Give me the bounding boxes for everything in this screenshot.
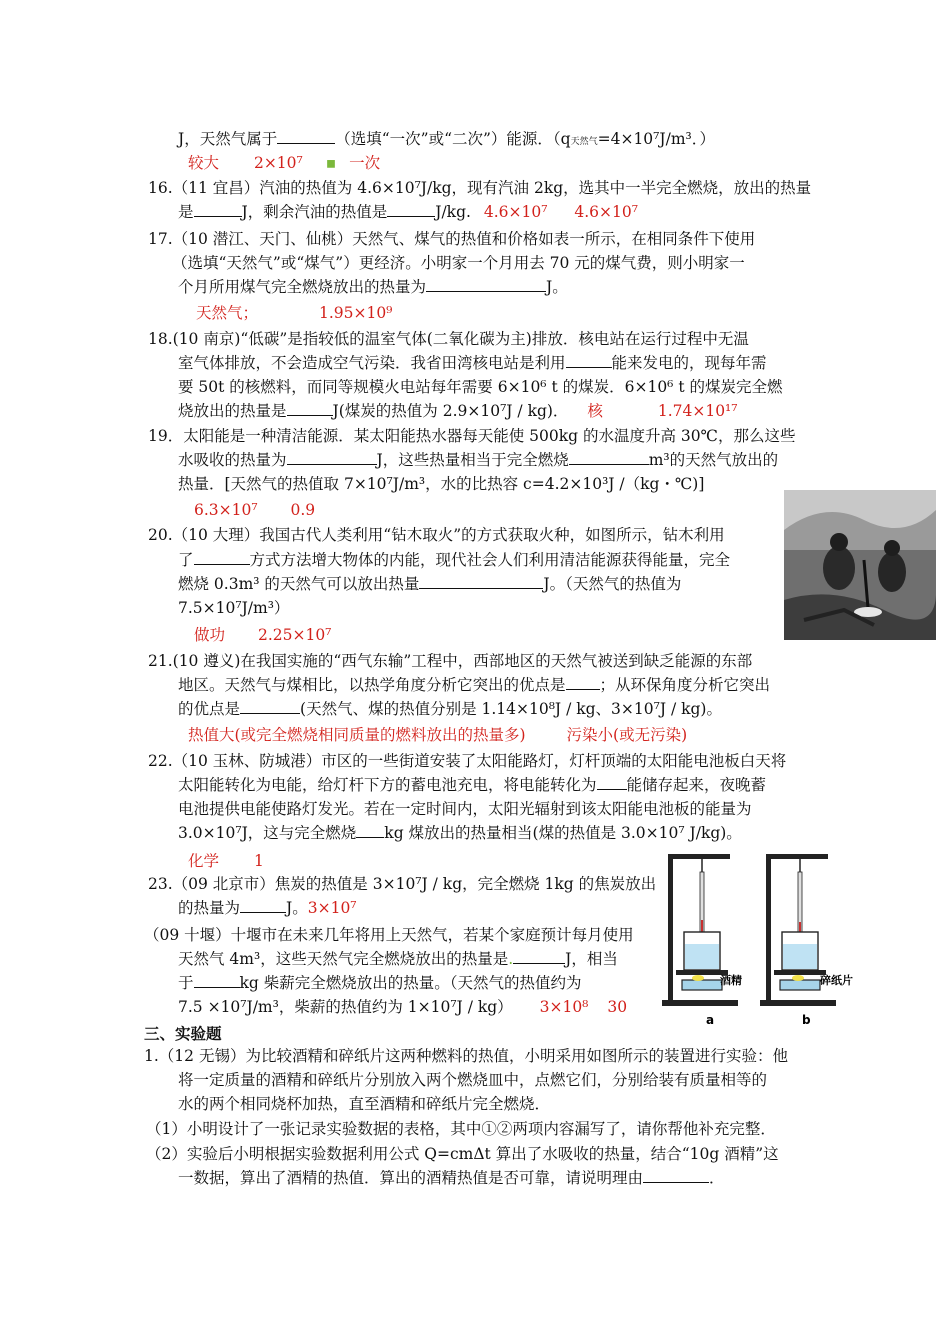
text: m³的天然气放出的 bbox=[648, 451, 779, 469]
text: （09 十堰）十堰市在未来几年将用上天然气，若某个家庭预计每月使用 bbox=[144, 926, 634, 944]
blank bbox=[287, 400, 333, 416]
text-line bbox=[178, 897, 357, 919]
blank bbox=[569, 449, 649, 465]
question-16 bbox=[148, 177, 811, 199]
answer: 一次 bbox=[349, 154, 381, 172]
text: 7.5×10⁷J/m³） bbox=[178, 599, 290, 617]
text: 能储存起来，夜晚蓄 bbox=[626, 776, 767, 794]
text: （2）实验后小明根据实验数据利用公式 Q=cmΔt 算出了水吸收的热量，结合“10g 酒精”这 bbox=[146, 1145, 779, 1163]
answer: 2.25×10⁷ bbox=[257, 626, 332, 644]
text: kg 煤放出的热量相当(煤的热值是 3.0×10⁷ J/kg)。 bbox=[384, 824, 742, 842]
text-line bbox=[146, 1143, 779, 1165]
text: 18.(10 南京)“低碳”是指较低的温室气体(二氧化碳为主)排放．核电站在运行过程中无温 bbox=[148, 330, 749, 348]
text-line bbox=[178, 473, 704, 495]
text: J。（天然气的热值为 bbox=[543, 575, 682, 593]
experiment-1 bbox=[144, 1045, 788, 1067]
answer-line bbox=[188, 724, 687, 746]
text: J(煤炭的热值为 2.9×10⁷J / kg)． bbox=[332, 402, 569, 420]
text-line bbox=[178, 597, 289, 619]
text: 1.（12 无锡）为比较酒精和碎纸片这两种燃料的热值，小明采用如图所示的装置进行实验：他 bbox=[144, 1047, 788, 1065]
text: 将一定质量的酒精和碎纸片分别放入两个燃烧皿中，点燃它们，分别给装有质量相等的 bbox=[178, 1071, 768, 1089]
answer: 1.95×10⁹ bbox=[318, 304, 393, 322]
blank bbox=[194, 201, 242, 217]
answer-line bbox=[188, 850, 264, 872]
text-line bbox=[178, 1069, 767, 1091]
text-line bbox=[178, 996, 627, 1018]
text: J。 bbox=[546, 278, 568, 296]
question-22 bbox=[148, 750, 786, 772]
answer-line bbox=[196, 302, 392, 324]
label-alcohol: 酒精 bbox=[720, 974, 742, 987]
blank bbox=[566, 674, 600, 690]
answer: 污染小(或无污染) bbox=[566, 726, 688, 744]
answer: 3×10⁷ bbox=[307, 899, 357, 917]
answer-line bbox=[188, 152, 380, 174]
text-line bbox=[178, 449, 778, 471]
text: 燃烧 0.3m³ 的天然气可以放出热量 bbox=[178, 575, 420, 593]
text: J，剩余汽油的热值是 bbox=[241, 203, 388, 221]
text-line bbox=[178, 352, 767, 374]
dot-icon: . bbox=[508, 950, 514, 968]
text: 22.（10 玉林、防城港）市区的一些街道安装了太阳能路灯，灯杆顶端的太阳能电池板白天将 bbox=[148, 752, 787, 770]
text: J。 bbox=[286, 899, 308, 917]
answer: 30 bbox=[607, 998, 628, 1016]
text: 个月所用煤气完全燃烧放出的热量为 bbox=[178, 278, 427, 296]
text: 19．太阳能是一种清洁能源．某太阳能热水器每天能使 500kg 的水温度升高 30℃，那么这些 bbox=[148, 427, 796, 445]
text-line bbox=[178, 1167, 725, 1189]
question-24 bbox=[144, 924, 634, 946]
answer: 0.9 bbox=[290, 501, 316, 519]
text-line bbox=[146, 1118, 776, 1140]
answer: 较大 bbox=[188, 154, 220, 172]
answer: 2×10⁷ bbox=[253, 154, 303, 172]
text: 太阳能转化为电能，给灯杆下方的蓄电池充电，将电能转化为 bbox=[178, 776, 597, 794]
text: 能来发电的，现每年需 bbox=[611, 354, 767, 372]
question-17 bbox=[148, 228, 755, 250]
text-line bbox=[178, 128, 715, 153]
text-line bbox=[178, 698, 722, 720]
text: 是 bbox=[178, 203, 194, 221]
text: J，天然气属于 bbox=[178, 130, 278, 148]
text-line bbox=[178, 822, 742, 844]
answer-line bbox=[194, 624, 331, 646]
text-line bbox=[178, 798, 752, 820]
answer: 化学 bbox=[188, 852, 220, 870]
blank bbox=[356, 822, 384, 838]
label-a: a bbox=[706, 1013, 715, 1027]
text: （选填“一次”或“二次”）能源．（q bbox=[335, 130, 571, 148]
text-line bbox=[172, 252, 745, 274]
subscript: 天然气 bbox=[570, 137, 598, 147]
text: 的热量为 bbox=[178, 899, 241, 917]
text: J，这些热量相当于完全燃烧 bbox=[376, 451, 569, 469]
answer: 1.74×10¹⁷ bbox=[657, 402, 738, 420]
text-line bbox=[178, 549, 730, 571]
text: 16.（11 宜昌）汽油的热值为 4.6×10⁷J/kg，现有汽油 2kg，选其中一半完全燃烧，放出的热量 bbox=[148, 179, 812, 197]
text: 20.（10 大理）我国古代人类利用“钻木取火”的方式获取火种，如图所示，钻木利用 bbox=[148, 526, 725, 544]
text: ；从环保角度分析它突出 bbox=[599, 676, 771, 694]
text: 水的两个相同烧杯加热，直至酒精和碎纸片完全燃烧． bbox=[178, 1095, 551, 1113]
text: 一数据，算出了酒精的热值．算出的酒精热值是否可靠，请说明理由 bbox=[178, 1169, 644, 1187]
text: 天然气 4m³，这些天然气完全燃烧放出的热量是 bbox=[178, 950, 509, 968]
text: ． bbox=[709, 1169, 725, 1187]
blank bbox=[194, 972, 240, 988]
answer: 3×10⁸ bbox=[539, 998, 589, 1016]
text: 23.（09 北京市）焦炭的热值是 3×10⁷J / kg，完全燃烧 1kg 的焦炭放出 bbox=[148, 875, 657, 893]
answer: 6.3×10⁷ bbox=[194, 501, 258, 519]
text-line bbox=[178, 774, 766, 796]
blank bbox=[287, 449, 377, 465]
text: 室气体排放，不会造成空气污染．我省田湾核电站是利用 bbox=[178, 354, 566, 372]
text-line bbox=[178, 400, 737, 422]
answer: 热值大(或完全燃烧相同质量的燃料放出的热量多) bbox=[188, 726, 526, 744]
blank bbox=[240, 698, 300, 714]
answer: 4.6×10⁷ bbox=[483, 203, 548, 221]
blank bbox=[194, 549, 250, 565]
label-paper: 碎纸片 bbox=[820, 974, 853, 987]
blank bbox=[419, 573, 543, 589]
question-21 bbox=[148, 650, 752, 672]
text: =4×10⁷J/m³．） bbox=[597, 130, 715, 148]
blank bbox=[240, 897, 286, 913]
text: (天然气、煤的热值分别是 1.14×10⁸J / kg、3×10⁷J / kg)。 bbox=[300, 700, 722, 718]
text: 的优点是 bbox=[178, 700, 241, 718]
answer: 核 bbox=[587, 402, 603, 420]
text-line bbox=[178, 674, 770, 696]
text: 电池提供电能使路灯发光。若在一定时间内，太阳光辐射到该太阳能电池板的能量为 bbox=[178, 800, 752, 818]
text: J/kg. bbox=[435, 203, 471, 221]
blank bbox=[566, 352, 612, 368]
question-18 bbox=[148, 328, 749, 350]
answer: 1 bbox=[253, 852, 264, 870]
text: 于 bbox=[178, 974, 194, 992]
answer: 4.6×10⁷ bbox=[574, 203, 638, 221]
text: 烧放出的热量是 bbox=[178, 402, 287, 420]
text-line bbox=[178, 948, 618, 970]
text: 3.0×10⁷J，这与完全燃烧 bbox=[178, 824, 357, 842]
text: 要 50t 的核燃料，而同等规模火电站每年需要 6×10⁶ t 的煤炭．6×10⁶ t 的煤炭完全燃 bbox=[178, 378, 783, 396]
text-line bbox=[178, 573, 681, 595]
question-19 bbox=[148, 425, 795, 447]
text: 热量．[天然气的热值取 7×10⁷J/m³，水的比热容 c=4.2×10³J /（kg・℃)] bbox=[178, 475, 705, 493]
text-line bbox=[178, 376, 782, 398]
text: 了 bbox=[178, 551, 194, 569]
blank bbox=[597, 774, 627, 790]
blank bbox=[277, 128, 335, 144]
question-23 bbox=[148, 873, 656, 895]
text-line bbox=[178, 1093, 550, 1115]
fire-drilling-illustration bbox=[784, 490, 936, 640]
text: 17.（10 潜江、天门、仙桃）天然气、煤气的热值和价格如表一所示，在相同条件下使用 bbox=[148, 230, 756, 248]
text: 7.5 ×10⁷J/m³，柴薪的热值约为 1×10⁷J / kg） bbox=[178, 998, 513, 1016]
text: 水吸收的热量为 bbox=[178, 451, 287, 469]
text: 21.(10 遵义)在我国实施的“西气东输”工程中，西部地区的天然气被送到缺乏能源的东部 bbox=[148, 652, 753, 670]
blank bbox=[387, 201, 435, 217]
answer: 做功 bbox=[194, 626, 226, 644]
answer-line bbox=[194, 499, 315, 521]
apparatus-figure bbox=[662, 850, 868, 1028]
text-line bbox=[178, 201, 638, 223]
answer: 天然气； bbox=[196, 304, 259, 322]
text: 方式方法增大物体的内能，现代社会人们利用清洁能源获得能量，完全 bbox=[249, 551, 731, 569]
blank bbox=[513, 948, 565, 964]
blank bbox=[426, 276, 546, 292]
section-heading: 三、实验题 bbox=[144, 1025, 222, 1043]
text: （1）小明设计了一张记录实验数据的表格，其中①②两项内容漏写了，请你帮他补充完整． bbox=[146, 1120, 776, 1138]
text: 地区。天然气与煤相比，以热学角度分析它突出的优点是 bbox=[178, 676, 566, 694]
text-line bbox=[178, 276, 568, 298]
blank bbox=[643, 1167, 709, 1183]
question-20 bbox=[148, 524, 725, 546]
dot-icon: ▪ bbox=[325, 154, 337, 172]
label-b: b bbox=[802, 1013, 811, 1027]
text: kg 柴薪完全燃烧放出的热量。（天然气的热值约为 bbox=[239, 974, 582, 992]
text-line bbox=[178, 972, 582, 994]
text: （选填“天然气”或“煤气”）更经济。小明家一个月用去 70 元的煤气费，则小明家一 bbox=[172, 254, 745, 272]
text: J，相当 bbox=[565, 950, 618, 968]
